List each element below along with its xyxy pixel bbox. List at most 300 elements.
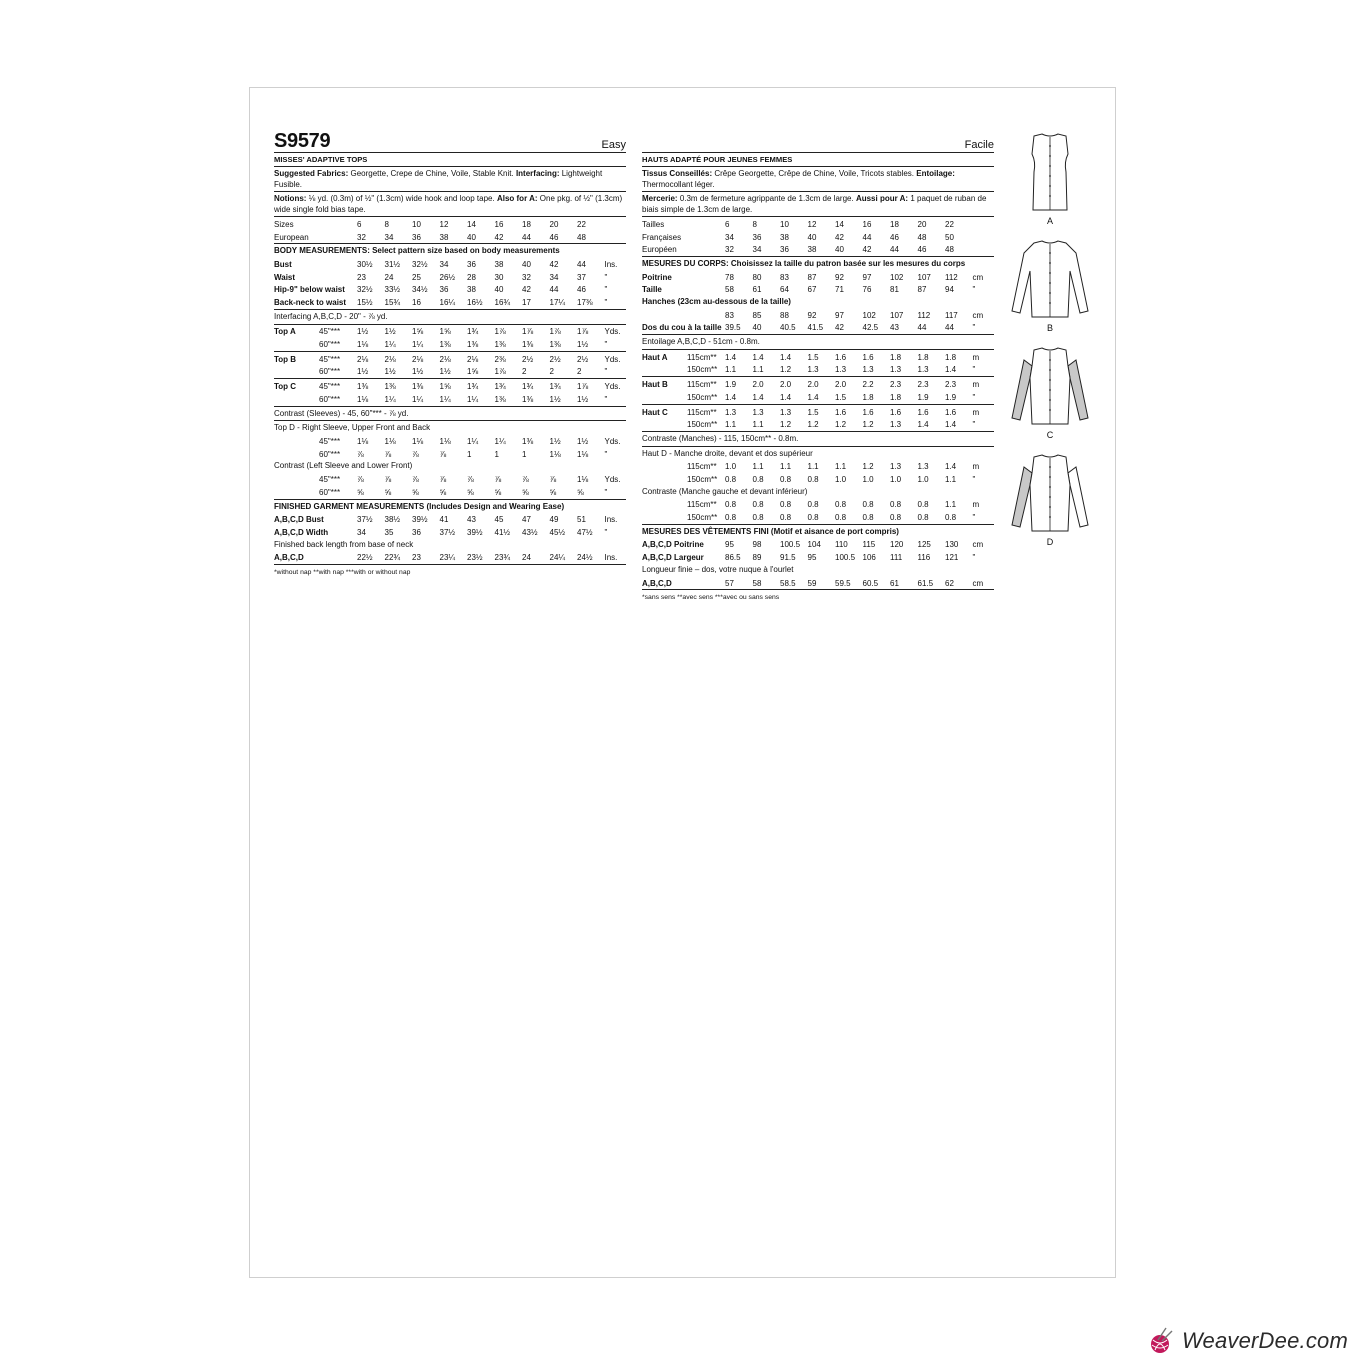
hips-title-fr: Hanches (23cm au-dessous de la taille) <box>642 297 791 307</box>
table-cell: 1⅜ <box>467 340 479 350</box>
table-cell: 37½ <box>439 527 456 537</box>
table-cell: 1¼ <box>467 436 479 446</box>
unit-cell: Yds. <box>604 436 621 446</box>
unit-cell: m <box>972 500 980 510</box>
table-cell: 1.0 <box>835 474 847 484</box>
table-cell: 1.3 <box>780 407 792 417</box>
contrast-sleeves-text: Contrast (Sleeves) - 45, 60"*** - ⅞ yd. <box>274 408 409 418</box>
table-row <box>642 218 994 231</box>
table-cell: 38 <box>807 245 817 255</box>
table-cell: 1.1 <box>752 462 764 472</box>
body-measurement-rows <box>274 258 626 309</box>
table-row <box>274 326 626 339</box>
table-cell: 1.4 <box>945 365 957 375</box>
table-cell: 2⅜ <box>494 354 506 364</box>
table-cell: 1⅜ <box>522 394 534 404</box>
table-cell: 40 <box>494 285 504 295</box>
table-cell: 39½ <box>467 527 483 537</box>
table-cell: 94 <box>945 285 954 295</box>
unit-cell: " <box>604 272 608 282</box>
table-cell: 49 <box>549 515 559 525</box>
row-label: A,B,C,D Bust <box>274 515 324 525</box>
table-cell: 1¼ <box>494 436 506 446</box>
table-cell: 1.1 <box>752 365 764 375</box>
row-sublabel: 60"*** <box>319 394 341 404</box>
row-label: Européen <box>642 245 677 255</box>
table-cell: 2 <box>522 367 527 377</box>
table-cell: 1.1 <box>780 462 792 472</box>
table-cell: 36 <box>412 527 421 537</box>
notions-label-fr: Mercerie: <box>642 194 678 203</box>
finished-measurements <box>274 500 626 565</box>
table-cell: 1⅛ <box>577 474 589 484</box>
table-cell: 1.4 <box>752 392 764 402</box>
top-d-yardage <box>274 421 626 499</box>
table-cell: 1.3 <box>725 407 737 417</box>
table-cell: 44 <box>522 232 531 242</box>
table-cell: 92 <box>835 272 844 282</box>
table-cell: 83 <box>725 310 734 320</box>
table-cell: 1.5 <box>807 352 819 362</box>
table-cell: 1⅛ <box>357 394 369 404</box>
table-cell: 0.8 <box>945 513 957 523</box>
table-cell: 1¼ <box>384 340 396 350</box>
unit-cell: " <box>604 527 608 537</box>
table-cell: 22½ <box>357 553 373 563</box>
table-cell: 1⅜ <box>384 382 396 392</box>
table-cell: 23¾ <box>494 553 511 563</box>
table-row <box>274 218 626 231</box>
table-cell: 40 <box>807 232 817 242</box>
row-label: A,B,C,D Poitrine <box>642 540 704 550</box>
table-cell: 0.8 <box>752 474 764 484</box>
finished-measurements-fr <box>642 525 994 590</box>
unit-cell: " <box>604 394 608 404</box>
table-row <box>642 391 994 404</box>
table-cell: ⅝ <box>384 487 392 497</box>
table-cell: 31½ <box>384 259 401 269</box>
table-row <box>274 526 626 539</box>
table-cell: 1⅞ <box>494 367 506 377</box>
table-cell: 112 <box>945 272 958 282</box>
finished-title-fr: MESURES DES VÊTEMENTS FINI (Motif et aisance de port compris) <box>642 526 899 536</box>
table-cell: 120 <box>890 540 904 550</box>
table-cell: 1¾ <box>549 382 561 392</box>
table-cell: 16¾ <box>494 297 511 307</box>
top-yardage-group <box>274 379 626 406</box>
english-column <box>274 132 626 576</box>
table-cell: 87 <box>807 272 817 282</box>
row-label: Sizes <box>274 219 294 229</box>
table-cell: 17 <box>522 297 531 307</box>
contrast-sleeves-text-fr: Contraste (Manches) - 115, 150cm** - 0.8m. <box>642 434 799 444</box>
table-cell: 42 <box>522 285 531 295</box>
table-cell: 1.1 <box>807 462 819 472</box>
table-cell: 40 <box>752 323 762 333</box>
unit-cell: Yds. <box>604 382 621 392</box>
table-cell: 107 <box>917 272 931 282</box>
table-cell: 34 <box>439 259 449 269</box>
table-cell: 59 <box>807 578 817 588</box>
pattern-envelope-back <box>249 87 1116 1278</box>
interfacing-text: Lightweight Fusible. <box>274 169 603 189</box>
table-cell: 14 <box>835 219 844 229</box>
table-row <box>642 243 994 256</box>
contrast-left-sleeve-top-back-icon <box>1004 453 1096 535</box>
table-row <box>274 513 626 526</box>
view-a <box>1000 132 1100 235</box>
table-cell: 1.5 <box>835 392 847 402</box>
table-cell: 32 <box>357 232 366 242</box>
row-sublabel: 60"*** <box>319 449 341 459</box>
table-cell: 40.5 <box>780 323 796 333</box>
table-cell: 111 <box>890 553 903 563</box>
table-cell: 42 <box>494 232 504 242</box>
table-cell: 22¾ <box>384 553 401 563</box>
table-cell: ⅞ <box>522 474 529 484</box>
unit-cell: " <box>972 365 976 375</box>
table-cell: 37 <box>577 272 586 282</box>
table-cell: ⅞ <box>357 449 364 459</box>
table-cell: 1⅞ <box>522 327 534 337</box>
notions-fr <box>642 192 994 217</box>
top-d-title-fr: Haut D - Manche droite, devant et dos supérieur <box>642 448 813 458</box>
table-cell: 1½ <box>357 327 369 337</box>
row-sublabel: 150cm** <box>687 392 718 402</box>
unit-cell: Ins. <box>604 259 618 269</box>
row-label: A,B,C,D <box>642 578 672 588</box>
notions <box>274 192 626 217</box>
table-row <box>642 418 994 431</box>
row-sublabel: 45"*** <box>319 327 341 337</box>
table-cell: 2½ <box>522 354 534 364</box>
row-sublabel: 45"*** <box>319 382 341 392</box>
table-cell: 86.5 <box>725 553 741 563</box>
table-cell: 42 <box>835 323 844 333</box>
table-cell: 98 <box>752 540 762 550</box>
unit-cell: " <box>972 513 976 523</box>
table-cell: 24¼ <box>549 553 566 563</box>
table-cell: 44 <box>890 245 899 255</box>
table-cell: 58.5 <box>780 578 796 588</box>
unit-cell: m <box>972 407 980 417</box>
body-measurement-rows-fr <box>642 271 994 296</box>
table-cell: 1⅝ <box>439 327 451 337</box>
table-cell: 38 <box>467 285 476 295</box>
table-cell: 46 <box>577 285 586 295</box>
table-cell: 91.5 <box>780 553 796 563</box>
table-cell: 2⅛ <box>357 354 369 364</box>
table-cell: 1⅝ <box>439 382 451 392</box>
table-cell: 1.0 <box>890 474 902 484</box>
table-cell: 100.5 <box>835 553 856 563</box>
french-column <box>642 132 994 601</box>
back-length-title-fr: Longueur finie – dos, votre nuque à l'ourlet <box>642 564 794 574</box>
table-cell: 67 <box>807 285 817 295</box>
unit-cell: cm <box>972 578 984 588</box>
row-sublabel: 150cm** <box>687 365 718 375</box>
back-length-row-fr <box>642 577 994 590</box>
table-cell: 44 <box>917 323 927 333</box>
table-cell: ⅝ <box>412 487 419 497</box>
table-cell: 46 <box>890 232 899 242</box>
table-cell: 1.8 <box>890 392 902 402</box>
view-a-label: A <box>1046 216 1053 226</box>
table-row <box>642 511 994 524</box>
table-cell: 2.0 <box>752 380 764 390</box>
table-cell: 20 <box>917 219 927 229</box>
top-d-rows-fr <box>642 460 994 485</box>
table-cell: 1.3 <box>890 462 902 472</box>
table-cell: 16 <box>494 219 504 229</box>
table-cell: 95 <box>807 553 817 563</box>
contrast-sleeve-top-back-icon <box>1004 346 1096 428</box>
table-row <box>274 486 626 499</box>
table-cell: 34½ <box>412 285 428 295</box>
table-cell: 92 <box>807 310 817 320</box>
table-cell: 1⅛ <box>384 436 396 446</box>
table-cell: 16 <box>412 297 421 307</box>
table-cell: 30 <box>494 272 504 282</box>
notions-text-fr: 0.3m de fermeture agrippante de 1.3cm de large. <box>679 194 854 203</box>
unit-cell: Yds. <box>604 327 621 337</box>
table-row <box>274 283 626 296</box>
table-cell: 1⅜ <box>494 340 506 350</box>
interfacing-yardage-fr <box>642 335 994 350</box>
table-cell: 1⅜ <box>412 382 424 392</box>
table-cell: 1½ <box>357 367 369 377</box>
table-cell: 2.3 <box>890 380 902 390</box>
size-table <box>274 217 626 244</box>
table-cell: 23½ <box>467 553 483 563</box>
english-title: MISSES' ADAPTIVE TOPS <box>274 153 626 167</box>
french-title: HAUTS ADAPTÉ POUR JEUNES FEMMES <box>642 153 994 167</box>
suggested-fabrics-fr <box>642 167 994 192</box>
table-cell: 12 <box>439 219 449 229</box>
table-cell: 1½ <box>577 394 589 404</box>
table-cell: 1.4 <box>945 420 957 430</box>
table-row <box>642 271 994 284</box>
table-row <box>274 448 626 461</box>
unit-cell: " <box>972 474 976 484</box>
table-cell: 81 <box>890 285 899 295</box>
table-cell: 1.2 <box>835 420 847 430</box>
table-cell: 1.6 <box>917 407 929 417</box>
unit-cell: Ins. <box>604 515 618 525</box>
table-cell: 1.6 <box>835 407 847 417</box>
table-cell: 8 <box>752 219 757 229</box>
body-measurements-title: BODY MEASUREMENTS: Select pattern size based on body measurements <box>274 246 560 256</box>
table-row <box>642 378 994 391</box>
table-row <box>274 258 626 271</box>
row-label: Waist <box>274 272 296 282</box>
view-drawings <box>1000 132 1100 556</box>
table-cell: 61 <box>890 578 899 588</box>
table-cell: 130 <box>945 540 959 550</box>
table-cell: 0.8 <box>807 500 819 510</box>
table-cell: 41½ <box>494 527 511 537</box>
table-cell: 61 <box>752 285 762 295</box>
table-cell: 1⅛ <box>357 340 369 350</box>
table-cell: 1.6 <box>835 352 847 362</box>
top-d-rows <box>274 435 626 460</box>
table-cell: 1.4 <box>780 392 792 402</box>
table-cell: 1.3 <box>890 420 902 430</box>
table-cell: 61.5 <box>917 578 934 588</box>
table-cell: 15½ <box>357 297 373 307</box>
also-for-a-label-fr: Aussi pour A: <box>855 194 909 203</box>
unit-cell: cm <box>972 272 984 282</box>
table-cell: 34 <box>357 527 366 537</box>
table-row <box>274 473 626 486</box>
table-cell: 1.1 <box>725 420 737 430</box>
unit-cell: " <box>972 553 976 563</box>
interfacing-label: Interfacing: <box>515 169 560 178</box>
table-row <box>642 577 994 590</box>
table-cell: 16 <box>862 219 872 229</box>
table-cell: 8 <box>384 219 389 229</box>
table-cell: 58 <box>752 578 762 588</box>
table-cell: 58 <box>725 285 734 295</box>
table-cell: 62 <box>945 578 954 588</box>
table-row <box>274 271 626 284</box>
table-cell: ⅝ <box>357 487 364 497</box>
table-cell: 30½ <box>357 259 373 269</box>
table-cell: 121 <box>945 553 959 563</box>
table-cell: 1 <box>467 449 472 459</box>
table-cell: 38 <box>780 232 789 242</box>
contrast-left-rows-fr <box>642 499 994 524</box>
table-cell: 2 <box>577 367 582 377</box>
row-sublabel: 115cm** <box>687 462 717 472</box>
table-cell: 1⅞ <box>577 382 589 392</box>
unit-cell: m <box>972 380 980 390</box>
table-row <box>642 406 994 419</box>
table-cell: 33½ <box>384 285 401 295</box>
table-cell: 10 <box>412 219 421 229</box>
table-cell: 34 <box>752 245 762 255</box>
unit-cell: " <box>972 392 976 402</box>
table-cell: 0.8 <box>780 500 792 510</box>
table-cell: 83 <box>780 272 789 282</box>
table-cell: 60.5 <box>862 578 879 588</box>
table-cell: 17¼ <box>549 297 566 307</box>
brand-name: WeaverDee.com <box>1181 1328 1348 1353</box>
table-cell: 97 <box>862 272 872 282</box>
table-cell: 42.5 <box>862 323 879 333</box>
table-cell: 89 <box>752 553 762 563</box>
table-cell: 1⅜ <box>549 340 561 350</box>
row-sublabel: 115cm** <box>687 352 717 362</box>
also-for-a-text: One pkg. of ½" (1.3cm) wide single fold bias tape. <box>274 194 623 214</box>
table-row <box>642 551 994 564</box>
row-label: Back-neck to waist <box>274 297 347 307</box>
table-cell: 71 <box>835 285 844 295</box>
contrast-left-title: Contrast (Left Sleeve and Lower Front) <box>274 461 413 471</box>
table-cell: 1.1 <box>752 420 764 430</box>
table-cell: 1.4 <box>780 352 792 362</box>
table-cell: 112 <box>917 310 931 320</box>
row-label: European <box>274 232 309 242</box>
table-cell: 1.1 <box>835 462 847 472</box>
table-cell: 1⅝ <box>412 327 424 337</box>
table-cell: 1.9 <box>917 392 929 402</box>
table-cell: 32½ <box>412 259 428 269</box>
hips-row-fr <box>642 309 994 322</box>
table-cell: 44 <box>862 232 872 242</box>
table-cell: 1½ <box>439 367 451 377</box>
table-cell: 44 <box>577 259 586 269</box>
top-yardage-group <box>274 352 626 379</box>
table-cell: 1.0 <box>917 474 929 484</box>
row-label: Dos du cou à la taille <box>642 323 722 333</box>
row-sublabel: 60"*** <box>319 487 341 497</box>
body-measurements-title-fr: MESURES DU CORPS: Choisissez la taille du patron basée sur les mesures du corps <box>642 259 966 269</box>
table-cell: 6 <box>357 219 362 229</box>
row-label: Bust <box>274 259 292 269</box>
table-cell: 1.0 <box>725 462 737 472</box>
table-cell: 42 <box>862 245 872 255</box>
difficulty-label-fr: Facile <box>964 139 994 151</box>
table-cell: 39½ <box>412 515 428 525</box>
table-cell: 1⅜ <box>522 340 534 350</box>
size-table-fr <box>642 217 994 257</box>
back-row-fr <box>642 322 994 335</box>
table-cell: 16¼ <box>439 297 456 307</box>
table-cell: 1.1 <box>725 365 737 375</box>
table-cell: 48 <box>917 232 927 242</box>
sleeveless-top-back-icon <box>1020 132 1080 214</box>
table-cell: 41.5 <box>807 323 824 333</box>
table-cell: 1½ <box>577 340 589 350</box>
table-cell: 0.8 <box>917 500 929 510</box>
table-cell: 1.3 <box>917 462 929 472</box>
table-cell: 1 <box>494 449 499 459</box>
table-cell: 1.6 <box>862 407 874 417</box>
table-cell: 116 <box>917 553 931 563</box>
table-cell: 37½ <box>357 515 373 525</box>
table-cell: 1⅛ <box>357 436 369 446</box>
english-header <box>274 132 626 153</box>
table-cell: 36 <box>467 259 476 269</box>
table-cell: 107 <box>890 310 904 320</box>
unit-cell: " <box>604 340 608 350</box>
table-cell: 2.3 <box>945 380 957 390</box>
view-b-label: B <box>1046 323 1053 333</box>
table-cell: 46 <box>549 232 559 242</box>
table-cell: 43 <box>467 515 476 525</box>
table-cell: 36 <box>412 232 421 242</box>
table-cell: 0.8 <box>807 474 819 484</box>
table-cell: 46 <box>917 245 927 255</box>
table-cell: 25 <box>412 272 421 282</box>
view-c-label: C <box>1046 430 1054 440</box>
table-cell: ⅝ <box>522 487 529 497</box>
unit-cell: " <box>604 285 608 295</box>
table-cell: 1½ <box>549 394 561 404</box>
notions-label: Notions: <box>274 194 307 203</box>
table-cell: ⅞ <box>357 474 364 484</box>
table-cell: 102 <box>890 272 904 282</box>
top-yardage-group <box>642 350 994 377</box>
row-sublabel: 45"*** <box>319 474 341 484</box>
table-cell: 0.8 <box>807 513 819 523</box>
row-label: Haut B <box>642 380 668 390</box>
table-cell: 1¾ <box>467 327 479 337</box>
table-cell: 0.8 <box>725 513 737 523</box>
table-cell: 16½ <box>467 297 483 307</box>
unit-cell: Yds. <box>604 354 621 364</box>
